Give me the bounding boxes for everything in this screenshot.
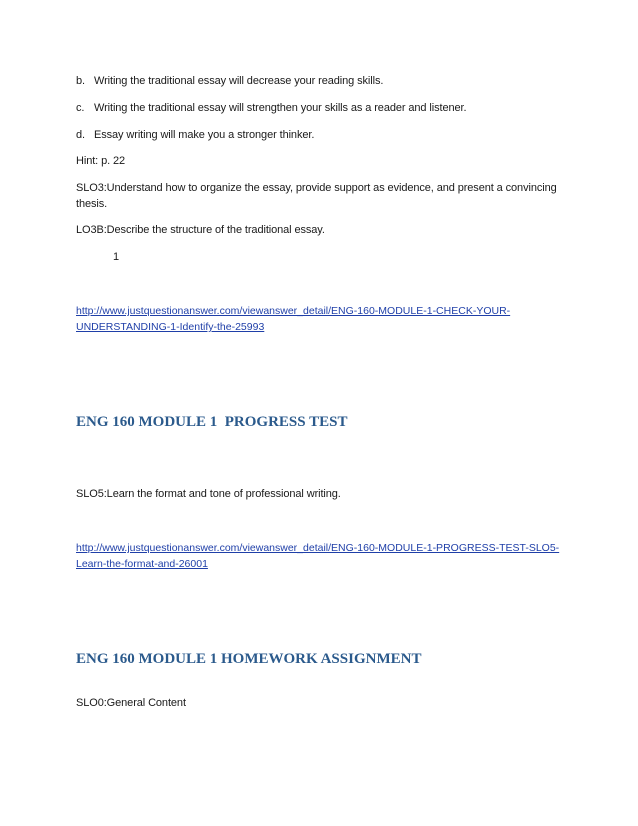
option-letter: d. (76, 129, 85, 141)
section-heading-homework-assignment: ENG 160 MODULE 1 HOMEWORK ASSIGNMENT (76, 651, 422, 667)
hint-text: Hint: p. 22 (76, 155, 126, 167)
option-letter: c. (76, 102, 85, 114)
slo3-text-line2: thesis. (76, 198, 108, 210)
slo0-text: SLO0:General Content (76, 697, 186, 709)
option-letter: b. (76, 75, 85, 87)
option-text: Writing the traditional essay will strengthen your skills as a reader and listener. (94, 102, 467, 114)
answer-option-b (76, 73, 383, 89)
item-number: 1 (113, 251, 120, 263)
answer-option-d (76, 127, 314, 143)
answer-link-1-line2[interactable]: UNDERSTANDING-1-Identify-the-25993 (76, 321, 265, 333)
section-heading-progress-test: ENG 160 MODULE 1 PROGRESS TEST (76, 414, 348, 430)
slo3-text-line1: SLO3:Understand how to organize the essay, provide support as evidence, and present a convincing (76, 182, 557, 194)
answer-option-c (76, 100, 466, 116)
lo3b-text: LO3B:Describe the structure of the traditional essay. (76, 224, 325, 236)
slo5-text: SLO5:Learn the format and tone of professional writing. (76, 488, 341, 500)
answer-link-2-line2[interactable]: Learn-the-format-and-26001 (76, 558, 208, 570)
answer-link-2-line1[interactable]: http://www.justquestionanswer.com/viewanswer_detail/ENG-160-MODULE-1-PROGRESS-TEST-SLO5- (76, 542, 560, 554)
option-text: Essay writing will make you a stronger thinker. (94, 129, 315, 141)
option-text: Writing the traditional essay will decrease your reading skills. (94, 75, 384, 87)
answer-link-1-line1[interactable]: http://www.justquestionanswer.com/viewanswer_detail/ENG-160-MODULE-1-CHECK-YOUR- (76, 305, 511, 317)
